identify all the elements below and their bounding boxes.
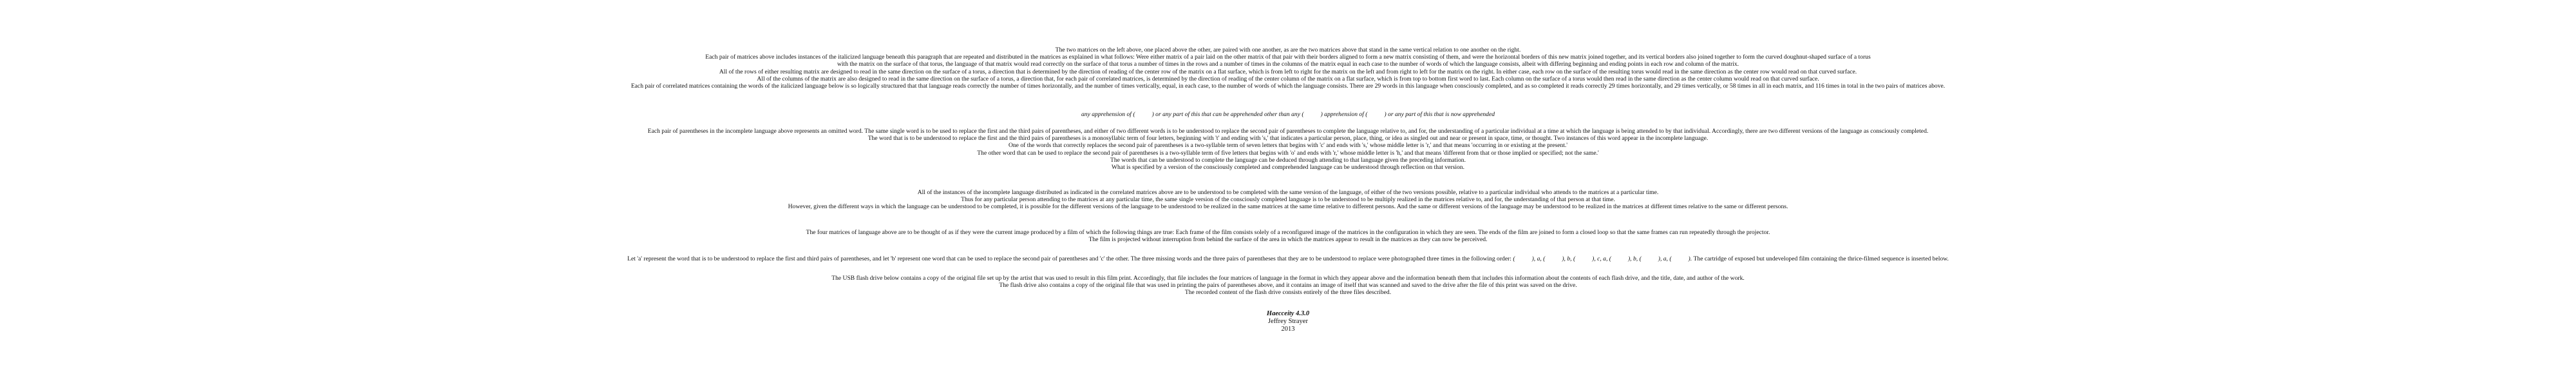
sequence-token: ), c, a, (	[1592, 255, 1611, 262]
text-line: The USB flash drive below contains a copy of the original file set up by the artist that was used to result in this film print. Accordingly, that file includes the four matrices of language in the format in which they appear above and the information beneath them that includes this information about the contents of each flash drive, and the title, date, and author of the work.	[831, 275, 1745, 282]
text-line: The other word that can be used to replace the second pair of parentheses is a two-syllable term of five letters that begins with 'o' and ends with 'r,' whose middle letter is 'h,' and that means 'different from that or those implied or specified; not the same.'	[977, 149, 1599, 157]
cartridge-lead: Let 'a' represent the word that is to be understood to replace the first and third pairs of parentheses, and let 'b' represent one word that can be used to replace the second pair of parentheses and 'c' the other. The three missing words and the three pairs of parentheses that they are to be understood to replace were photographed three times in the following order:	[627, 255, 1511, 262]
text-line: The word that is to be understood to replace the first and the third pairs of parentheses is a monosyllabic term of four letters, beginning with 't' and ending with 's,' that indicates a particular person, place, thing, or idea as singled out and near or present in space, time, or thought. Two instances of this word appear in the incomplete language.	[867, 135, 1709, 142]
credits	[0, 310, 2576, 333]
intro-paragraph	[0, 46, 2576, 90]
cartridge-paragraph	[0, 255, 2576, 262]
author-name: Jeffrey Strayer	[1268, 318, 1308, 325]
text-line: Each pair of parentheses in the incomplete language above represents an omitted word. The same single word is to be used to replace the first and the third pairs of parentheses, and either of two different words is to be understood to replace the second pair of parentheses to complete the language relative to, and for, the understanding of a particular individual at a time at which the language is being attended to by that individual. Accordingly, there are two different versions of the language as consciously completed.	[647, 128, 1929, 135]
text-line: Each pair of correlated matrices containing the words of the italicized language below is so logically structured that that language reads correctly the number of times horizontally, and the number of times vertically, equal, in each case, to the number of words of which the language consists. There are 29 words in this language when consciously completed, and as so completed it reads correctly 29 times horizontally, and 29 times vertically, or 58 times in all in each matrix, and 116 times in total in the two pairs of matrices above.	[630, 83, 1946, 90]
text-line: The recorded content of the flash drive consists entirely of the three files described.	[1184, 289, 1392, 297]
text-line: All of the instances of the incomplete language distributed as indicated in the correlated matrices above are to be understood to be completed with the same version of the language, of either of the two versions possible, relative to a particular individual who attends to the matrices at a particular time.	[917, 189, 1659, 196]
year: 2013	[1281, 326, 1295, 333]
text-line: The two matrices on the left above, one placed above the other, are paired with one another, as are the two matrices above that stand in the same vertical relation to one another on the right.	[1055, 46, 1521, 54]
sequence-token: ), a, (	[1531, 255, 1546, 262]
sequence-token: ), b, (	[1627, 255, 1642, 262]
language-part-3: ) apprehension of (	[1320, 111, 1368, 118]
explanation-paragraph	[0, 128, 2576, 171]
cartridge-tail: The cartridge of exposed but undeveloped film containing the thrice-filmed sequence is inserted below.	[1693, 255, 1949, 262]
text-line: However, given the different ways in which the language can be understood to be completed, it is possible for the different versions of the language to be understood to be realized in the same matrices at the same time relative to different persons. And the same or different versions of the language may be understood to be realized in the matrices at different times relative to the same or different persons.	[788, 203, 1788, 211]
text-line: Each pair of matrices above includes instances of the italicized language beneath this paragraph that are repeated and distributed in the matrices as explained in what follows: Were either matrix of a pair laid on the other matrix of that pair with their borders aligned to form a new matrix consisting of them, and were the horizontal borders of this new matrix joined together, and its vertical borders also joined together to form the curved doughnut-shaped surface of a torus	[705, 54, 1871, 61]
language-part-2: ) or any part of this that can be apprehended other than any (	[1151, 111, 1304, 118]
usb-paragraph	[0, 275, 2576, 297]
word-sequence	[1513, 255, 1693, 262]
work-title: Haecceity 4.3.0	[1266, 310, 1310, 317]
text-line: The film is projected without interruption from behind the surface of the area in which the matrices appear to result in the matrices as they can now be perceived.	[1088, 236, 1488, 244]
sequence-token: (	[1513, 255, 1515, 262]
instances-paragraph	[0, 189, 2576, 211]
sequence-token: ), b, (	[1562, 255, 1576, 262]
text-line: All of the columns of the matrix are also designed to read in the same direction on the surface of a torus, a direction that, for each pair of correlated matrices, is determined by the direction of reading of the center column of the matrix on a flat surface, which is from top to bottom first word to last. Each column on the surface of a torus would then read in the same direction as the center column would read on that curved surface.	[757, 75, 1819, 83]
text-line: Thus for any particular person attending to the matrices at any particular time, the same single version of the consciously completed language is to be understood to be multiply realized in the matrices relative to, and for, the understanding of that person at that time.	[961, 196, 1615, 204]
language-part-4: ) or any part of this that is now apprehended	[1384, 111, 1495, 118]
text-line: with the matrix on the surface of that torus, the language of that matrix would read correctly on the surface of that torus a number of times in the rows and a number of times in the columns of the matrix equal in each case to the number of words of which the language consists, albeit with differing beginning and ending points in each row and column of the matrix.	[837, 61, 1739, 68]
text-line: One of the words that correctly replaces the second pair of parentheses is a two-syllable term of seven letters that begins with 'c' and ends with 's,' whose middle letter is 'r,' and that means 'occurring in or existing at the present.'	[1008, 142, 1568, 150]
sequence-token: ), a, (	[1658, 255, 1672, 262]
sequence-token: ).	[1688, 255, 1692, 262]
text-line: The four matrices of language above are to be thought of as if they were the current image produced by a film of which the following things are true: Each frame of the film consists solely of a reconfigured image of the matrices in the configuration in which they are seen. The ends of the film are joined to form a closed loop so that the same frames can run repeatedly through the projector.	[806, 229, 1770, 236]
film-paragraph	[0, 229, 2576, 243]
text-line: What is specified by a version of the consciously completed and comprehended language can be understood through reflection on that version.	[1111, 164, 1464, 172]
italic-language	[0, 111, 2576, 118]
language-part-1: any apprehension of (	[1081, 111, 1135, 118]
text-line: The words that can be understood to complete the language can be deduced through attending to that language given the preceding information.	[1110, 156, 1466, 164]
text-line: All of the rows of either resulting matrix are designed to read in the same direction on the surface of a torus, a direction that is determined by the direction of reading of the center row of the matrix on a flat surface, which is from left to right for the matrix on the left and from right to left for the matrix on the right. In either case, each row on the surface of the resulting torus would read in the same direction as the center row would read on that curved surface.	[719, 68, 1857, 75]
text-line: The flash drive also contains a copy of the original file that was used in printing the pairs of parentheses above, and it contains an image of itself that was scanned and saved to the drive after the file of this print was saved on the drive.	[999, 282, 1577, 289]
